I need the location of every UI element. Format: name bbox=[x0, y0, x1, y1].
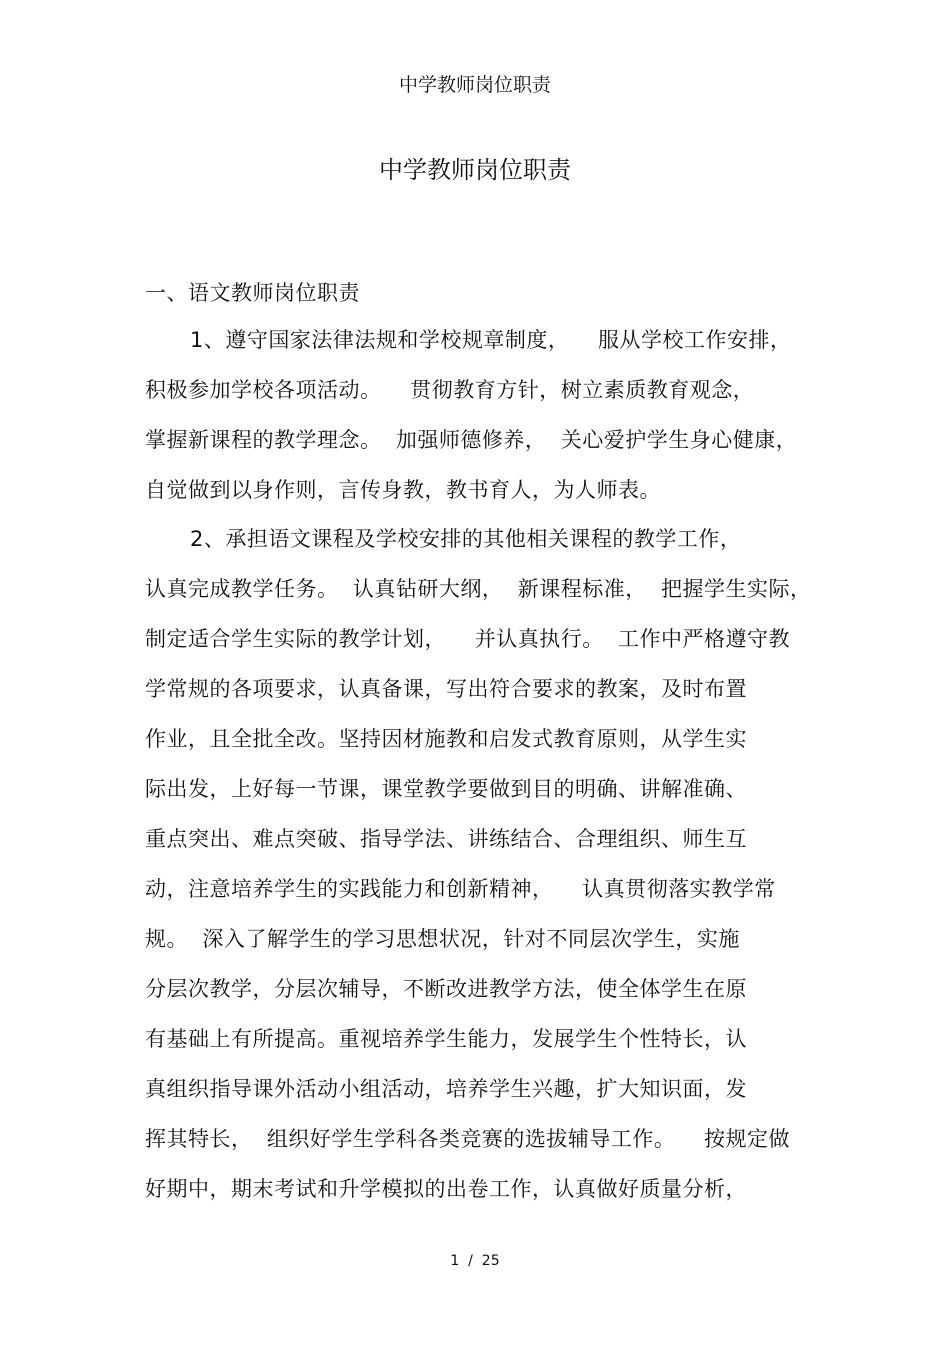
paragraph-line: 好期中，期末考试和升学模拟的出卷工作，认真做好质量分析， bbox=[145, 1177, 747, 1201]
paragraph-line: 真组织指导课外活动小组活动，培养学生兴趣，扩大知识面，发 bbox=[145, 1077, 747, 1101]
paragraph-line: 挥其特长， 组织好学生学科各类竞赛的选拔辅导工作。 按规定做 bbox=[145, 1127, 791, 1151]
paragraph-line: 有基础上有所提高。重视培养学生能力，发展学生个性特长，认 bbox=[145, 1027, 747, 1051]
document-title: 中学教师岗位职责 bbox=[379, 156, 571, 184]
paragraph-line: 1、遵守国家法律法规和学校规章制度， 服从学校工作安排， bbox=[190, 328, 792, 352]
paragraph-line: 动，注意培养学生的实践能力和创新精神， 认真贯彻落实教学常 bbox=[145, 877, 776, 901]
paragraph-line: 重点突出、难点突破、指导学法、讲练结合、合理组织、师生互 bbox=[145, 827, 747, 851]
section-heading: 一、语文教师岗位职责 bbox=[145, 281, 360, 305]
paragraph-line: 制定适合学生实际的教学计划， 并认真执行。 工作中严格遵守教 bbox=[145, 627, 791, 651]
paragraph-line: 规。 深入了解学生的学习思想状况，针对不同层次学生，实施 bbox=[145, 927, 740, 951]
paragraph-line: 掌握新课程的教学理念。 加强师德修养， 关心爱护学生身心健康， bbox=[145, 428, 798, 452]
paragraph-line: 认真完成教学任务。 认真钻研大纲， 新课程标准， 把握学生实际， bbox=[145, 577, 812, 601]
paragraph-line: 学常规的各项要求，认真备课，写出符合要求的教案，及时布置 bbox=[145, 677, 747, 701]
paragraph-line: 2、承担语文课程及学校安排的其他相关课程的教学工作， bbox=[190, 527, 742, 551]
paragraph-line: 自觉做到以身作则，言传身教，教书育人，为人师表。 bbox=[145, 478, 661, 502]
page-indicator: 1 / 25 bbox=[450, 1253, 500, 1269]
paragraph-line: 作业，且全批全改。坚持因材施教和启发式教育原则，从学生实 bbox=[145, 727, 747, 751]
paragraph-line: 积极参加学校各项活动。 贯彻教育方针，树立素质教育观念， bbox=[145, 378, 755, 402]
paragraph-line: 际出发，上好每一节课，课堂教学要做到目的明确、讲解准确、 bbox=[145, 777, 747, 801]
running-header: 中学教师岗位职责 bbox=[398, 74, 551, 96]
paragraph-line: 分层次教学，分层次辅导，不断改进教学方法，使全体学生在原 bbox=[145, 977, 747, 1001]
